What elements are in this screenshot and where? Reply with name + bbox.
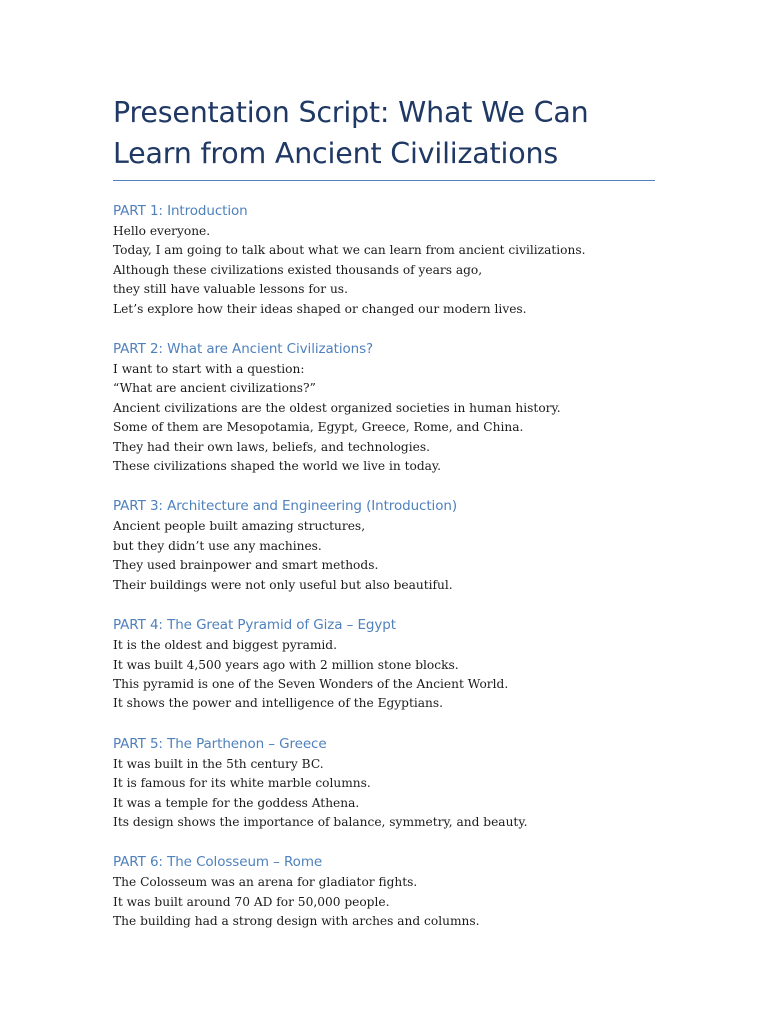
section-heading: PART 5: The Parthenon – Greece: [113, 735, 327, 752]
paragraph-line: It was built 4,500 years ago with 2 million stone blocks.: [113, 657, 459, 672]
paragraph-line: These civilizations shaped the world we live in today.: [113, 459, 442, 474]
paragraph-line: It is famous for its white marble columns.: [113, 776, 371, 791]
paragraph-line: but they didn’t use any machines.: [113, 538, 322, 553]
paragraph-line: Its design shows the importance of balance, symmetry, and beauty.: [113, 814, 528, 829]
paragraph-line: They used brainpower and smart methods.: [113, 558, 379, 573]
section-parthenon: [113, 734, 655, 833]
section-heading: PART 4: The Great Pyramid of Giza – Egypt: [113, 617, 396, 634]
paragraph-line: Let’s explore how their ideas shaped or changed our modern lives.: [113, 301, 527, 316]
paragraph-line: Ancient civilizations are the oldest organized societies in human history.: [113, 400, 561, 415]
paragraph-line: I want to start with a question:: [113, 362, 305, 377]
section-what-are-ancient-civilizations: [113, 339, 655, 476]
paragraph-line: The Colosseum was an arena for gladiator fights.: [113, 875, 418, 890]
section-heading: PART 3: Architecture and Engineering (Introduction): [113, 498, 457, 515]
section-introduction: [113, 201, 655, 319]
paragraph-line: It was built in the 5th century BC.: [113, 756, 324, 771]
section-great-pyramid: [113, 615, 655, 714]
document-page: [113, 92, 655, 932]
section-heading: PART 2: What are Ancient Civilizations?: [113, 341, 374, 358]
document-title: Presentation Script: What We Can Learn from Ancient Civilizations: [113, 92, 655, 181]
section-heading: PART 1: Introduction: [113, 203, 248, 219]
paragraph-line: It is the oldest and biggest pyramid.: [113, 638, 337, 653]
paragraph-line: The building had a strong design with arches and columns.: [113, 914, 480, 929]
section-colosseum: [113, 852, 655, 931]
section-heading: PART 6: The Colosseum – Rome: [113, 854, 323, 871]
section-architecture-engineering: [113, 496, 655, 595]
paragraph-line: they still have valuable lessons for us.: [113, 282, 348, 297]
paragraph-line: Ancient people built amazing structures,: [113, 519, 366, 534]
paragraph-line: Today, I am going to talk about what we can learn from ancient civilizations.: [113, 243, 586, 258]
paragraph-line: Hello everyone.: [113, 224, 211, 238]
paragraph-line: It was built around 70 AD for 50,000 people.: [113, 894, 390, 909]
paragraph-line: This pyramid is one of the Seven Wonders of the Ancient World.: [113, 676, 509, 691]
paragraph-line: It shows the power and intelligence of the Egyptians.: [113, 696, 444, 711]
paragraph-line: They had their own laws, beliefs, and technologies.: [113, 439, 430, 454]
paragraph-line: Although these civilizations existed thousands of years ago,: [113, 262, 483, 277]
paragraph-line: Some of them are Mesopotamia, Egypt, Greece, Rome, and China.: [113, 420, 524, 435]
paragraph-line: It was a temple for the goddess Athena.: [113, 795, 360, 810]
paragraph-line: “What are ancient civilizations?”: [113, 381, 316, 396]
paragraph-line: Their buildings were not only useful but also beautiful.: [113, 577, 453, 592]
